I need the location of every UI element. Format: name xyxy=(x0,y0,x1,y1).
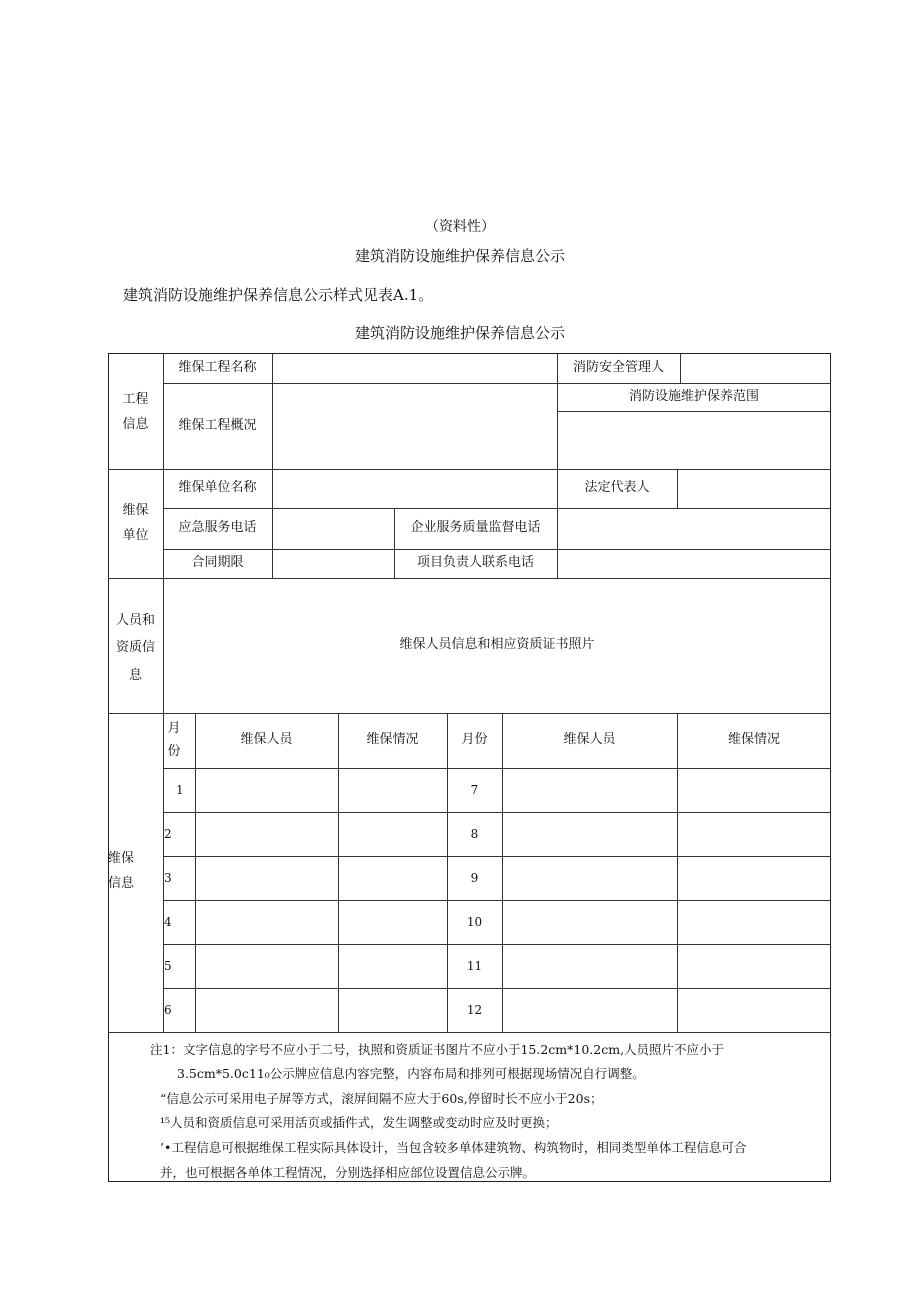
field-legal-rep: 法定代表人 xyxy=(584,480,650,496)
month-cell-2: 2 xyxy=(164,827,172,841)
col-header-month-right: 月份 xyxy=(461,732,488,748)
month-cell-1: 1 xyxy=(176,783,184,797)
field-quality-phone: 企业服务质量监督电话 xyxy=(410,520,541,536)
month-cell-7: 7 xyxy=(470,782,479,797)
month-cell-4: 4 xyxy=(164,915,172,929)
appendix-title: 建筑消防设施维护保养信息公示 xyxy=(354,247,565,265)
section-label-staff-line1: 人员和 xyxy=(115,613,155,629)
month-cell-8: 8 xyxy=(470,826,479,841)
table-title: 建筑消防设施维护保养信息公示 xyxy=(354,324,565,342)
section-label-unit xyxy=(108,494,163,554)
note-line-1: 注1：文字信息的字号不应小于二号，执照和资质证书图片不应小于15.2cm*10.2cm,人员照片不应小于 xyxy=(150,1042,725,1057)
intro-text: 建筑消防设施维护保养信息公示样式见表A.1。 xyxy=(123,286,434,304)
col-header-status-right: 维保情况 xyxy=(727,732,780,748)
col-header-month-left-line1: 月 xyxy=(167,721,181,737)
field-project-lead-phone: 项目负责人联系电话 xyxy=(416,555,534,571)
section-label-maintenance-line2: 信息 xyxy=(108,876,135,891)
month-cell-6: 6 xyxy=(164,1003,172,1017)
section-label-staff xyxy=(108,606,163,690)
rule xyxy=(680,353,681,383)
rule xyxy=(557,411,831,412)
month-cell-5: 5 xyxy=(164,959,172,973)
field-contract-period: 合同期限 xyxy=(191,555,244,571)
section-label-unit-line1: 维保 xyxy=(122,503,149,519)
note-line-6: 并，也可根据各单体工程情况，分别选择相应部位设置信息公示牌。 xyxy=(160,1165,536,1180)
month-cell-12: 12 xyxy=(466,1002,483,1017)
field-project-overview: 维保工程概况 xyxy=(178,417,257,433)
rule xyxy=(272,469,273,578)
note-line-4: ¹⁵人员和资质信息可采用活页或插件式，发生调整或变动时应及时更换； xyxy=(160,1115,558,1130)
col-header-personnel-left: 维保人员 xyxy=(240,732,293,748)
section-label-staff-line2: 资质信 xyxy=(115,640,155,656)
rule xyxy=(272,353,273,469)
month-cell-9: 9 xyxy=(470,870,479,885)
month-cell-11: 11 xyxy=(466,958,483,973)
section-label-maintenance xyxy=(108,843,138,901)
section-label-unit-line2: 单位 xyxy=(122,528,149,543)
field-project-name: 维保工程名称 xyxy=(178,359,257,375)
appendix-category: （资料性） xyxy=(425,219,495,235)
col-header-personnel-right: 维保人员 xyxy=(563,732,616,748)
note-line-3: “信息公示可采用电子屏等方式，滚屏间隔不应大于60s,停留时长不应小于20s； xyxy=(160,1091,603,1106)
col-header-status-left: 维保情况 xyxy=(366,732,419,748)
col-header-month-left-line2: 份 xyxy=(167,743,181,759)
section-label-project-line2: 信息 xyxy=(122,417,149,432)
month-cell-10: 10 xyxy=(466,914,483,929)
field-emergency-phone: 应急服务电话 xyxy=(178,520,257,536)
section-label-project-line1: 工程 xyxy=(122,392,149,408)
note-line-5: ’•工程信息可根据维保工程实际具体设计，当包含较多单体建筑物、构筑物时，相同类型单体工程信息可合 xyxy=(160,1140,747,1155)
rule xyxy=(108,1032,831,1033)
field-staff-photos: 维保人员信息和相应资质证书照片 xyxy=(399,637,595,653)
section-label-maintenance-line1: 维保 xyxy=(108,851,135,867)
field-maintenance-scope: 消防设施维护保养范围 xyxy=(628,388,759,404)
field-safety-manager: 消防安全管理人 xyxy=(572,359,664,375)
col-header-month-left xyxy=(164,713,184,768)
note-line-2: 3.5cm*5.0c11₀公示牌应信息内容完整，内容布局和排列可根据现场情况自行调整。 xyxy=(177,1066,645,1081)
rule xyxy=(677,469,678,508)
section-label-staff-line3: 息 xyxy=(128,667,142,683)
field-unit-name: 维保单位名称 xyxy=(178,480,257,496)
month-cell-3: 3 xyxy=(164,871,172,885)
section-label-project xyxy=(108,383,163,443)
